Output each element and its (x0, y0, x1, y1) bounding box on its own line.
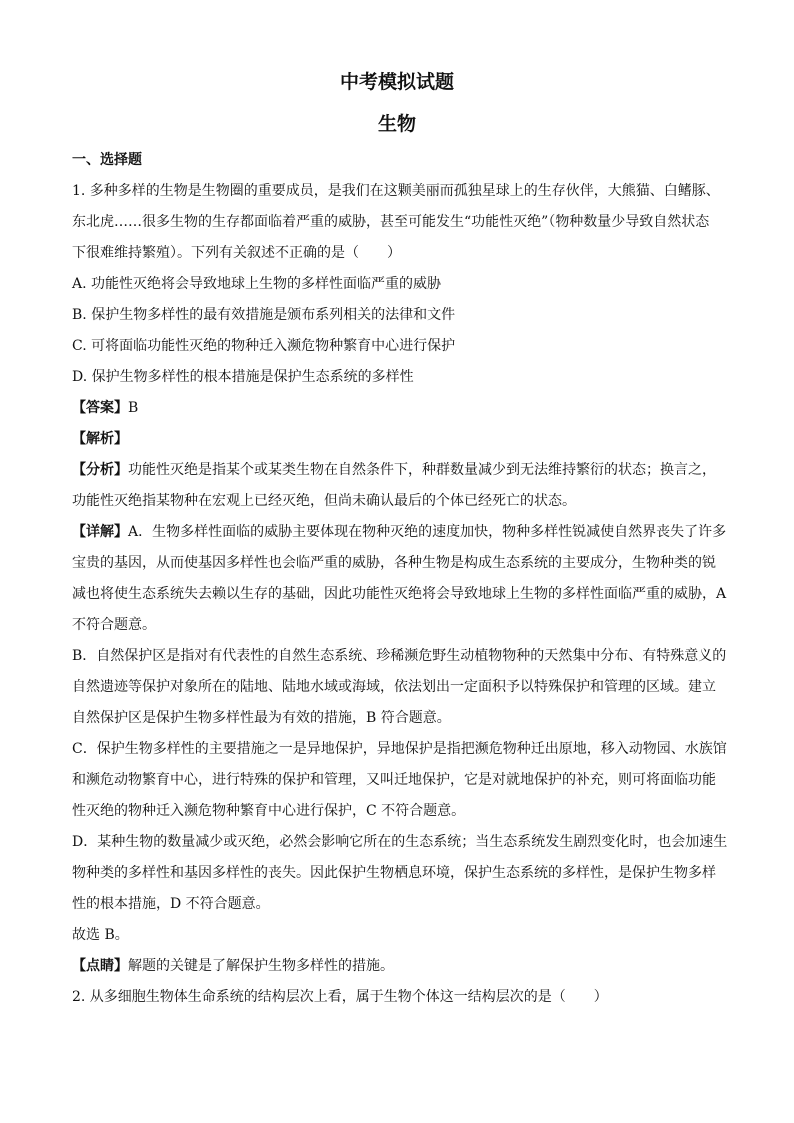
fenxi-text-1: 功能性灭绝是指某个或某类生物在自然条件下，种群数量减少到无法维持繁衍的状态；换言之， (128, 462, 716, 478)
detail-line: 减也将使生态系统失去赖以生存的基础，因此功能性灭绝将会导致地球上生物的多样性面临严重的威胁，A (72, 586, 727, 602)
detail-line: B．自然保护区是指对有代表性的自然生态系统、珍稀濒危野生动植物物种的天然集中分布、有特殊意义的 (72, 648, 727, 664)
xiangjie-line-1 (72, 522, 727, 542)
question-1-line-1: 1. 多种多样的生物是生物圈的重要成员，是我们在这颗美丽而孤独星球上的生存伙伴，大熊猫、白鳍豚、 (72, 183, 720, 199)
option-d: D. 保护生物多样性的根本措施是保护生态系统的多样性 (72, 369, 414, 385)
answer-tag: 【答案】 (72, 400, 128, 416)
analysis-tag-line (72, 429, 722, 449)
detail-line: 物种类的多样性和基因多样性的丧失。因此保护生物栖息环境，保护生态系统的多样性，是保护生物多样 (72, 865, 716, 881)
detail-line: D．某种生物的数量减少或灭绝，必然会影响它所在的生态系统；当生态系统发生剧烈变化时，也会加速生 (72, 834, 728, 850)
section-heading: 一、选择题 (72, 152, 142, 168)
detail-line: 性灭绝的物种迁入濒危物种繁育中心进行保护，C 不符合题意。 (72, 803, 466, 819)
question-1-line-3: 下很难维持繁殖）。下列有关叙述不正确的是（ ） (72, 245, 401, 261)
detail-line: C．保护生物多样性的主要措施之一是异地保护，异地保护是指把濒危物种迁出原地，移入动物园、水族馆 (72, 741, 727, 757)
question-1-line-2: 东北虎……很多生物的生存都面临着严重的威胁，甚至可能发生“功能性灭绝”（物种数量少导致自然状态 (72, 214, 710, 230)
detail-line: 自然保护区是保护生物多样性最为有效的措施，B 符合题意。 (72, 710, 451, 726)
dianjing-text: 解题的关键是了解保护生物多样性的措施。 (128, 958, 394, 974)
detail-line: 宝贵的基因，从而使基因多样性也会临严重的威胁，各种生物是构成生态系统的主要成分，生物种类的锐 (72, 555, 716, 571)
xiangjie-tag: 【详解】 (72, 524, 128, 540)
detail-line: 自然遗迹等保护对象所在的陆地、陆地水域或海域，依法划出一定面积予以特殊保护和管理的区域。建立 (72, 679, 716, 695)
detail-line: 和濒危动物繁育中心，进行特殊的保护和管理，又叫迁地保护，它是对就地保护的补充，则可将面临功能 (72, 772, 716, 788)
option-a: A. 功能性灭绝将会导致地球上生物的多样性面临严重的威胁 (72, 276, 442, 292)
detail-line: 性的根本措施，D 不符合题意。 (72, 896, 270, 912)
xiangjie-text-1: A．生物多样性面临的威胁主要体现在物种灭绝的速度加快，物种多样性锐减使自然界丧失了许多 (128, 524, 727, 540)
subject-title: 生物 (377, 113, 416, 135)
dianjing-line (72, 956, 722, 976)
question-2-line: 2. 从多细胞生物体生命系统的结构层次上看，属于生物个体这一结构层次的是（ ） (72, 989, 608, 1005)
detail-line: 故选 B。 (72, 927, 129, 943)
option-b: B. 保护生物多样性的最有效措施是颁布系列相关的法律和文件 (72, 307, 456, 323)
fenxi-tag: 【分析】 (72, 462, 128, 478)
fenxi-line-2: 功能性灭绝指某物种在宏观上已经灭绝，但尚未确认最后的个体已经死亡的状态。 (72, 493, 576, 509)
detail-line: 不符合题意。 (72, 617, 156, 633)
dianjing-tag: 【点睛】 (72, 958, 128, 974)
answer-line (72, 398, 722, 418)
page-title: 中考模拟试题 (339, 71, 454, 93)
option-c: C. 可将面临功能性灭绝的物种迁入濒危物种繁育中心进行保护 (72, 338, 456, 354)
fenxi-line-1 (72, 460, 722, 480)
answer-value: B (128, 400, 139, 416)
analysis-tag: 【解析】 (72, 431, 128, 447)
